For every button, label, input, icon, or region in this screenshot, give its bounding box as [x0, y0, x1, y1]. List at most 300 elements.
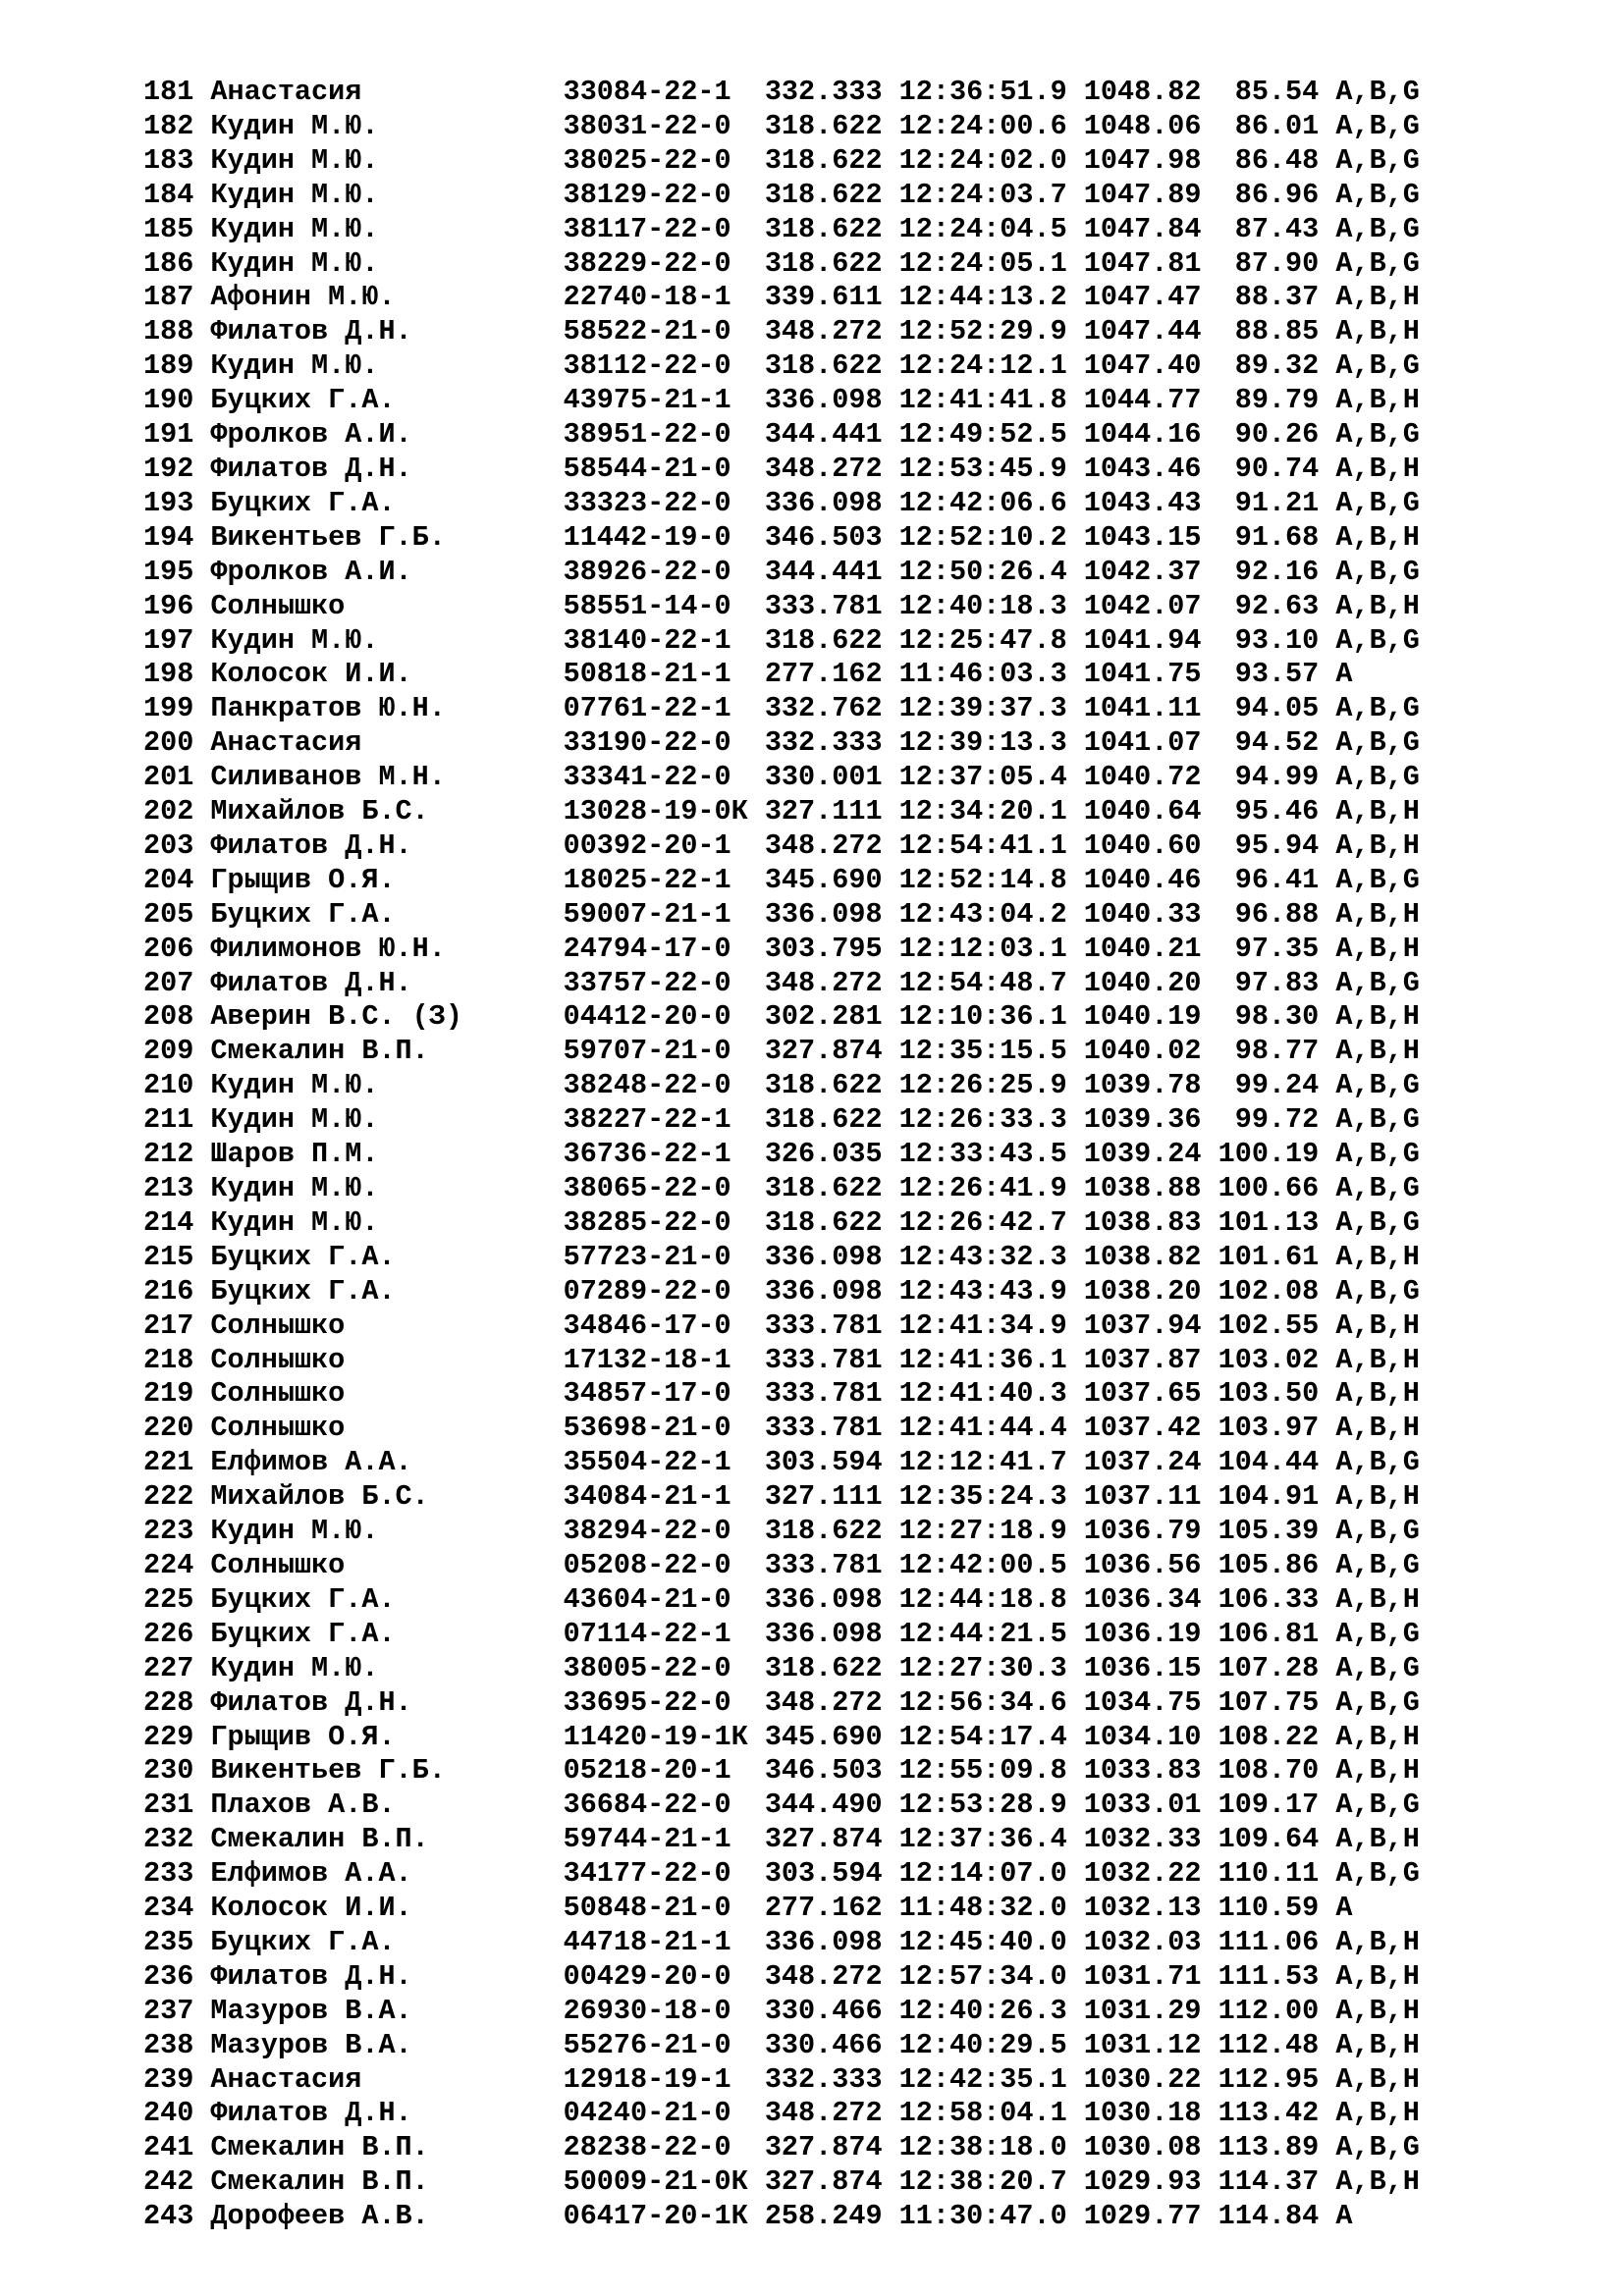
- result-row: [143, 1926, 1420, 1960]
- result-name: Кудин М.Ю.: [210, 623, 564, 657]
- result-distance: 330.001: [764, 761, 899, 794]
- result-speed: 1037.87: [1083, 1343, 1218, 1376]
- result-name: Буцких Г.А.: [210, 384, 564, 417]
- result-time: 12:24:05.1: [898, 246, 1084, 280]
- result-ring: 26930-18-0: [563, 1994, 765, 2027]
- result-place: 226: [143, 1617, 211, 1650]
- result-name: Филатов Д.Н.: [210, 966, 564, 999]
- result-speed: 1040.64: [1083, 795, 1218, 828]
- result-speed: 1042.07: [1083, 589, 1218, 622]
- result-ring: 38926-22-0: [563, 555, 765, 588]
- result-ring: 17132-18-1: [563, 1343, 765, 1376]
- result-place: 196: [143, 589, 211, 622]
- result-ring: 38285-22-0: [563, 1205, 765, 1239]
- result-distance: 348.272: [764, 452, 899, 485]
- result-distance: 332.333: [764, 2062, 899, 2096]
- result-place: 231: [143, 1789, 211, 1822]
- result-distance: 318.622: [764, 1515, 899, 1548]
- result-coef: 98.77: [1218, 1035, 1336, 1068]
- result-name: Филатов Д.Н.: [210, 2097, 564, 2130]
- result-coef: 110.59: [1218, 1892, 1336, 1925]
- result-coef: 111.53: [1218, 1959, 1336, 1993]
- result-groups: A,B,G: [1335, 1103, 1420, 1137]
- result-groups: A,B,H: [1335, 1240, 1420, 1273]
- result-speed: 1043.15: [1083, 520, 1218, 554]
- result-groups: A,B,G: [1335, 692, 1420, 725]
- result-time: 12:53:45.9: [898, 452, 1084, 485]
- result-distance: 303.594: [764, 1446, 899, 1479]
- result-ring: 50848-21-0: [563, 1892, 765, 1925]
- result-time: 12:41:34.9: [898, 1308, 1084, 1342]
- result-time: 12:52:10.2: [898, 520, 1084, 554]
- result-groups: A,B,G: [1335, 76, 1420, 108]
- result-ring: 38031-22-0: [563, 109, 765, 142]
- result-ring: 59007-21-1: [563, 897, 765, 931]
- result-ring: 58551-14-0: [563, 589, 765, 622]
- result-time: 12:43:43.9: [898, 1274, 1084, 1308]
- result-place: 207: [143, 966, 211, 999]
- result-time: 12:24:04.5: [898, 212, 1084, 245]
- result-speed: 1041.75: [1083, 658, 1218, 691]
- result-row: [143, 2029, 1420, 2063]
- result-groups: A,B,H: [1335, 932, 1420, 965]
- result-name: Дорофеев А.В.: [210, 2200, 564, 2233]
- result-name: Кудин М.Ю.: [210, 349, 564, 383]
- result-row: [143, 726, 1420, 761]
- result-distance: 348.272: [764, 315, 899, 348]
- result-name: Солнышко: [210, 1308, 564, 1342]
- result-groups: A,B,H: [1335, 1994, 1420, 2027]
- result-speed: 1029.77: [1083, 2200, 1218, 2233]
- result-groups: A,B,G: [1335, 1548, 1420, 1581]
- result-distance: 327.874: [764, 1035, 899, 1068]
- result-groups: A,B,G: [1335, 555, 1420, 588]
- result-place: 198: [143, 658, 211, 691]
- result-row: [143, 1446, 1420, 1480]
- result-coef: 114.84: [1218, 2200, 1336, 2233]
- result-speed: 1033.83: [1083, 1754, 1218, 1788]
- result-coef: 102.55: [1218, 1308, 1336, 1342]
- result-ring: 38229-22-0: [563, 246, 765, 280]
- result-name: Солнышко: [210, 1377, 564, 1411]
- result-row: [143, 384, 1420, 418]
- result-name: Кудин М.Ю.: [210, 109, 564, 142]
- result-row: [143, 349, 1420, 384]
- result-coef: 87.43: [1218, 212, 1336, 245]
- result-groups: A,B,H: [1335, 795, 1420, 828]
- result-coef: 104.44: [1218, 1446, 1336, 1479]
- result-row: [143, 144, 1420, 179]
- result-distance: 318.622: [764, 1069, 899, 1102]
- result-place: 194: [143, 520, 211, 554]
- result-place: 214: [143, 1205, 211, 1239]
- result-row: [143, 692, 1420, 726]
- result-groups: A,B,G: [1335, 1617, 1420, 1650]
- result-time: 12:26:42.7: [898, 1205, 1084, 1239]
- result-row: [143, 795, 1420, 829]
- result-groups: A,B,H: [1335, 897, 1420, 931]
- result-place: 182: [143, 109, 211, 142]
- result-row: [143, 179, 1420, 213]
- result-speed: 1030.08: [1083, 2131, 1218, 2164]
- result-groups: A,B,G: [1335, 966, 1420, 999]
- result-row: [143, 1172, 1420, 1206]
- result-place: 197: [143, 623, 211, 657]
- result-time: 12:54:48.7: [898, 966, 1084, 999]
- result-name: Панкратов Ю.Н.: [210, 692, 564, 725]
- result-distance: 336.098: [764, 1582, 899, 1616]
- result-speed: 1041.94: [1083, 623, 1218, 657]
- result-place: 211: [143, 1103, 211, 1137]
- result-distance: 346.503: [764, 520, 899, 554]
- result-row: [143, 1344, 1420, 1378]
- result-name: Буцких Г.А.: [210, 486, 564, 519]
- result-groups: A,B,G: [1335, 178, 1420, 211]
- result-ring: 05218-20-1: [563, 1754, 765, 1788]
- result-name: Михайлов Б.С.: [210, 1480, 564, 1514]
- result-speed: 1040.72: [1083, 761, 1218, 794]
- result-name: Мазуров В.А.: [210, 2028, 564, 2061]
- result-groups: A,B,G: [1335, 1172, 1420, 1204]
- result-distance: 348.272: [764, 1685, 899, 1719]
- result-speed: 1043.46: [1083, 452, 1218, 485]
- result-row: [143, 1754, 1420, 1789]
- result-speed: 1047.47: [1083, 281, 1218, 314]
- result-time: 12:39:13.3: [898, 726, 1084, 760]
- result-speed: 1047.40: [1083, 349, 1218, 383]
- result-speed: 1036.79: [1083, 1515, 1218, 1548]
- result-row: [143, 1069, 1420, 1103]
- result-time: 12:56:34.6: [898, 1685, 1084, 1719]
- result-coef: 112.48: [1218, 2028, 1336, 2061]
- result-name: Кудин М.Ю.: [210, 1103, 564, 1137]
- result-speed: 1038.83: [1083, 1205, 1218, 1239]
- result-place: 215: [143, 1240, 211, 1273]
- result-groups: A,B,G: [1335, 1069, 1420, 1102]
- result-time: 12:26:25.9: [898, 1069, 1084, 1102]
- result-distance: 332.762: [764, 692, 899, 725]
- result-ring: 38227-22-1: [563, 1103, 765, 1137]
- result-row: [143, 1549, 1420, 1583]
- result-time: 12:50:26.4: [898, 555, 1084, 588]
- result-groups: A,B,G: [1335, 349, 1420, 383]
- result-name: Анастасия: [210, 2062, 564, 2096]
- result-place: 239: [143, 2062, 211, 2096]
- result-speed: 1036.56: [1083, 1548, 1218, 1581]
- result-ring: 38112-22-0: [563, 349, 765, 383]
- result-speed: 1040.46: [1083, 863, 1218, 896]
- result-groups: A,B,G: [1335, 246, 1420, 280]
- result-row: [143, 1377, 1420, 1412]
- result-coef: 89.32: [1218, 349, 1336, 383]
- result-name: Анастасия: [210, 726, 564, 760]
- results-table: [143, 76, 1420, 2234]
- result-coef: 100.66: [1218, 1172, 1336, 1204]
- result-time: 12:37:05.4: [898, 761, 1084, 794]
- result-coef: 99.24: [1218, 1069, 1336, 1102]
- result-distance: 336.098: [764, 1240, 899, 1273]
- result-name: Кудин М.Ю.: [210, 178, 564, 211]
- result-time: 12:14:07.0: [898, 1857, 1084, 1891]
- result-time: 12:42:35.1: [898, 2062, 1084, 2096]
- result-coef: 109.17: [1218, 1789, 1336, 1822]
- result-ring: 18025-22-1: [563, 863, 765, 896]
- result-groups: A,B,H: [1335, 1720, 1420, 1753]
- result-time: 12:43:32.3: [898, 1240, 1084, 1273]
- result-time: 12:24:02.0: [898, 143, 1084, 177]
- result-time: 12:34:20.1: [898, 795, 1084, 828]
- result-time: 12:44:18.8: [898, 1582, 1084, 1616]
- result-speed: 1048.06: [1083, 109, 1218, 142]
- result-distance: 258.249: [764, 2200, 899, 2233]
- result-speed: 1047.98: [1083, 143, 1218, 177]
- result-time: 12:41:44.4: [898, 1412, 1084, 1445]
- result-name: Грыщив О.Я.: [210, 1720, 564, 1753]
- result-speed: 1047.84: [1083, 212, 1218, 245]
- result-speed: 1036.15: [1083, 1651, 1218, 1684]
- result-distance: 332.333: [764, 726, 899, 760]
- result-coef: 104.91: [1218, 1480, 1336, 1514]
- result-row: [143, 1652, 1420, 1686]
- result-ring: 50009-21-0К: [563, 2165, 765, 2199]
- result-row: [143, 1857, 1420, 1892]
- result-place: 235: [143, 1925, 211, 1958]
- result-time: 12:35:15.5: [898, 1035, 1084, 1068]
- result-groups: A,B,H: [1335, 589, 1420, 622]
- result-time: 11:46:03.3: [898, 658, 1084, 691]
- result-row: [143, 658, 1420, 692]
- result-place: 199: [143, 692, 211, 725]
- result-speed: 1039.78: [1083, 1069, 1218, 1102]
- result-row: [143, 1241, 1420, 1275]
- result-speed: 1034.75: [1083, 1685, 1218, 1719]
- result-row: [143, 2165, 1420, 2200]
- result-groups: A,B,G: [1335, 2131, 1420, 2164]
- result-time: 12:37:36.4: [898, 1823, 1084, 1856]
- result-row: [143, 1275, 1420, 1309]
- result-groups: A,B,H: [1335, 1959, 1420, 1993]
- result-speed: 1041.07: [1083, 726, 1218, 760]
- result-ring: 11420-19-1К: [563, 1720, 765, 1753]
- result-distance: 333.781: [764, 1548, 899, 1581]
- result-coef: 93.57: [1218, 658, 1336, 691]
- result-place: 205: [143, 897, 211, 931]
- result-row: [143, 967, 1420, 1001]
- result-time: 12:38:18.0: [898, 2131, 1084, 2164]
- result-coef: 94.99: [1218, 761, 1336, 794]
- result-speed: 1037.65: [1083, 1377, 1218, 1411]
- result-speed: 1047.81: [1083, 246, 1218, 280]
- result-speed: 1038.82: [1083, 1240, 1218, 1273]
- result-row: [143, 1035, 1420, 1069]
- result-coef: 97.35: [1218, 932, 1336, 965]
- result-name: Колосок И.И.: [210, 1892, 564, 1925]
- result-time: 12:24:12.1: [898, 349, 1084, 383]
- result-groups: A,B,H: [1335, 1035, 1420, 1068]
- result-ring: 12918-19-1: [563, 2062, 765, 2096]
- result-speed: 1032.33: [1083, 1823, 1218, 1856]
- result-distance: 318.622: [764, 109, 899, 142]
- result-row: [143, 1309, 1420, 1344]
- result-coef: 103.50: [1218, 1377, 1336, 1411]
- result-groups: A,B,G: [1335, 1274, 1420, 1308]
- result-row: [143, 1960, 1420, 1995]
- result-ring: 11442-19-0: [563, 520, 765, 554]
- result-name: Смекалин В.П.: [210, 1035, 564, 1068]
- result-coef: 107.75: [1218, 1685, 1336, 1719]
- result-row: [143, 2063, 1420, 2098]
- result-coef: 97.83: [1218, 966, 1336, 999]
- result-name: Колосок И.И.: [210, 658, 564, 691]
- result-ring: 00429-20-0: [563, 1959, 765, 1993]
- result-coef: 112.00: [1218, 1994, 1336, 2027]
- result-place: 238: [143, 2028, 211, 2061]
- result-distance: 318.622: [764, 212, 899, 245]
- result-row: [143, 761, 1420, 795]
- result-name: Елфимов А.А.: [210, 1446, 564, 1479]
- result-row: [143, 1789, 1420, 1823]
- result-name: Буцких Г.А.: [210, 1925, 564, 1958]
- result-coef: 114.37: [1218, 2165, 1336, 2199]
- result-distance: 344.490: [764, 1789, 899, 1822]
- result-coef: 113.42: [1218, 2097, 1336, 2130]
- result-speed: 1031.29: [1083, 1994, 1218, 2027]
- result-ring: 00392-20-1: [563, 828, 765, 862]
- result-row: [143, 1583, 1420, 1618]
- result-groups: A,B,G: [1335, 863, 1420, 896]
- result-row: [143, 590, 1420, 624]
- result-row: [143, 1995, 1420, 2029]
- result-name: Смекалин В.П.: [210, 2165, 564, 2199]
- result-time: 12:24:00.6: [898, 109, 1084, 142]
- result-time: 12:42:00.5: [898, 1548, 1084, 1581]
- result-row: [143, 1823, 1420, 1857]
- result-coef: 108.22: [1218, 1720, 1336, 1753]
- result-time: 12:40:26.3: [898, 1994, 1084, 2027]
- result-distance: 326.035: [764, 1138, 899, 1171]
- result-groups: A,B,G: [1335, 726, 1420, 760]
- result-name: Филатов Д.Н.: [210, 1685, 564, 1719]
- result-name: Елфимов А.А.: [210, 1857, 564, 1891]
- result-time: 12:58:04.1: [898, 2097, 1084, 2130]
- result-name: Анастасия: [210, 76, 564, 108]
- result-place: 190: [143, 384, 211, 417]
- result-groups: A,B,H: [1335, 2165, 1420, 2199]
- result-ring: 33190-22-0: [563, 726, 765, 760]
- result-coef: 101.61: [1218, 1240, 1336, 1273]
- result-time: 12:10:36.1: [898, 1000, 1084, 1034]
- result-distance: 318.622: [764, 1651, 899, 1684]
- result-row: [143, 1686, 1420, 1721]
- result-time: 12:33:43.5: [898, 1138, 1084, 1171]
- result-row: [143, 1892, 1420, 1926]
- result-place: 213: [143, 1172, 211, 1204]
- result-place: 202: [143, 795, 211, 828]
- result-row: [143, 247, 1420, 282]
- result-place: 209: [143, 1035, 211, 1068]
- result-row: [143, 898, 1420, 933]
- result-name: Афонин М.Ю.: [210, 281, 564, 314]
- result-ring: 59707-21-0: [563, 1035, 765, 1068]
- result-place: 187: [143, 281, 211, 314]
- result-speed: 1034.10: [1083, 1720, 1218, 1753]
- result-row: [143, 2097, 1420, 2131]
- result-speed: 1038.20: [1083, 1274, 1218, 1308]
- result-time: 12:26:33.3: [898, 1103, 1084, 1137]
- result-coef: 101.13: [1218, 1205, 1336, 1239]
- result-name: Филатов Д.Н.: [210, 452, 564, 485]
- result-row: [143, 933, 1420, 967]
- result-coef: 112.95: [1218, 2062, 1336, 2096]
- result-time: 11:30:47.0: [898, 2200, 1084, 2233]
- result-row: [143, 418, 1420, 453]
- result-ring: 34846-17-0: [563, 1308, 765, 1342]
- result-ring: 33695-22-0: [563, 1685, 765, 1719]
- result-ring: 43604-21-0: [563, 1582, 765, 1616]
- result-row: [143, 315, 1420, 349]
- result-ring: 38248-22-0: [563, 1069, 765, 1102]
- result-place: 185: [143, 212, 211, 245]
- result-speed: 1037.42: [1083, 1412, 1218, 1445]
- result-name: Филатов Д.Н.: [210, 1959, 564, 1993]
- result-distance: 333.781: [764, 589, 899, 622]
- result-ring: 22740-18-1: [563, 281, 765, 314]
- result-coef: 87.90: [1218, 246, 1336, 280]
- result-ring: 55276-21-0: [563, 2028, 765, 2061]
- result-groups: A,B,H: [1335, 1925, 1420, 1958]
- result-distance: 345.690: [764, 863, 899, 896]
- result-speed: 1043.43: [1083, 486, 1218, 519]
- result-time: 12:44:13.2: [898, 281, 1084, 314]
- result-name: Плахов А.В.: [210, 1789, 564, 1822]
- result-coef: 108.70: [1218, 1754, 1336, 1788]
- result-groups: A,B,H: [1335, 1308, 1420, 1342]
- result-ring: 58522-21-0: [563, 315, 765, 348]
- result-ring: 24794-17-0: [563, 932, 765, 965]
- result-name: Грыщив О.Я.: [210, 863, 564, 896]
- result-time: 12:27:18.9: [898, 1515, 1084, 1548]
- result-ring: 04412-20-0: [563, 1000, 765, 1034]
- result-place: 240: [143, 2097, 211, 2130]
- result-place: 221: [143, 1446, 211, 1479]
- result-coef: 94.52: [1218, 726, 1336, 760]
- result-coef: 96.88: [1218, 897, 1336, 931]
- result-distance: 327.874: [764, 1823, 899, 1856]
- result-row: [143, 281, 1420, 315]
- result-row: [143, 2131, 1420, 2165]
- result-distance: 330.466: [764, 1994, 899, 2027]
- result-groups: A,B,G: [1335, 486, 1420, 519]
- result-speed: 1038.88: [1083, 1172, 1218, 1204]
- result-coef: 106.81: [1218, 1617, 1336, 1650]
- result-row: [143, 76, 1420, 110]
- result-speed: 1036.34: [1083, 1582, 1218, 1616]
- result-speed: 1040.33: [1083, 897, 1218, 931]
- result-name: Буцких Г.А.: [210, 1617, 564, 1650]
- result-coef: 98.30: [1218, 1000, 1336, 1034]
- result-place: 220: [143, 1412, 211, 1445]
- result-ring: 38117-22-0: [563, 212, 765, 245]
- result-distance: 339.611: [764, 281, 899, 314]
- result-name: Кудин М.Ю.: [210, 246, 564, 280]
- result-coef: 93.10: [1218, 623, 1336, 657]
- result-distance: 327.874: [764, 2131, 899, 2164]
- result-coef: 99.72: [1218, 1103, 1336, 1137]
- result-groups: A,B,G: [1335, 1138, 1420, 1171]
- result-place: 242: [143, 2165, 211, 2199]
- result-name: Шаров П.М.: [210, 1138, 564, 1171]
- result-distance: 303.795: [764, 932, 899, 965]
